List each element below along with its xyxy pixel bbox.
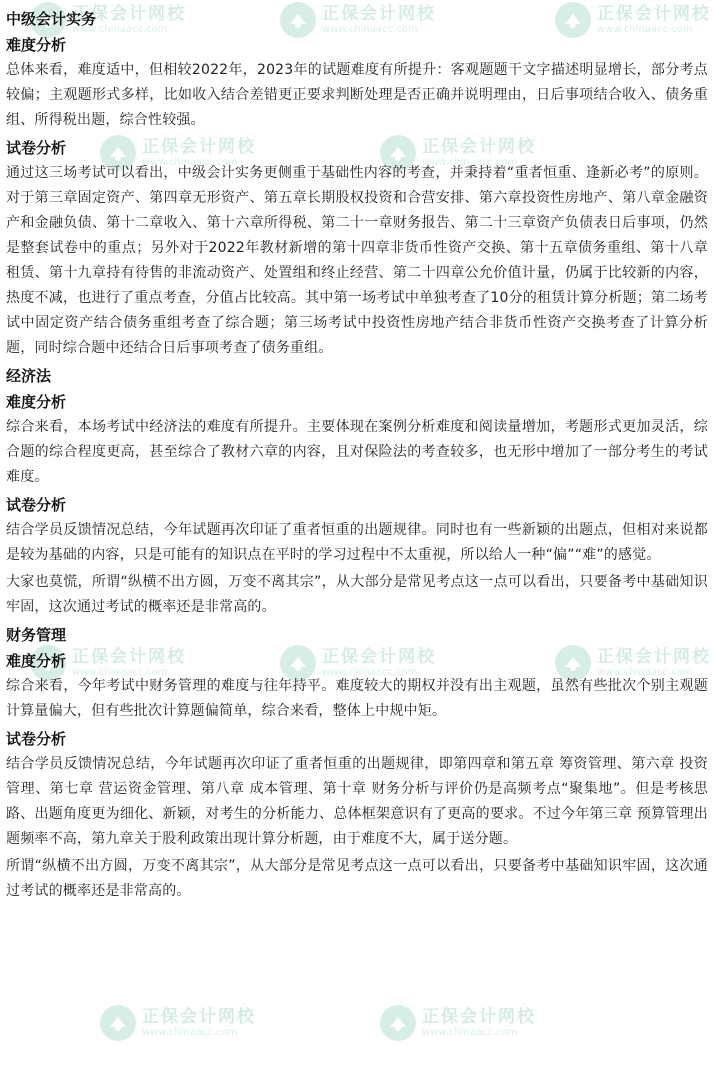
watermark-name: 正保会计网校: [142, 1007, 256, 1027]
paragraph: 结合学员反馈情况总结，今年试题再次印证了重者恒重的出题规律，即第四章和第五章 筹资管理、第六章 投资管理、第七章 营运资金管理、第八章 成本管理、第十章 财务分析与评价仍是高频考点“聚集地”。但是考核思路、出题角度更为细化、新颖，对考生的分析能力、总体框架意识有了更高的要求。不过今年第三章 预算管理出题频率不高，第九章关于股利政策出现计算分析题，由于难度不大，属于送分题。: [6, 756, 708, 847]
watermark-url: www.chinaacc.com: [142, 157, 238, 168]
watermark-url: www.chinaacc.com: [72, 24, 168, 35]
subheading-paper-analysis: 试卷分析: [6, 139, 67, 157]
watermark: [100, 1005, 256, 1041]
subheading-difficulty: 难度分析: [6, 36, 67, 54]
paragraph: 所谓“纵横不出方圆，万变不离其宗”，从大部分是常见考点这一点可以看出，只要备考中基础知识牢固，这次通过考试的概率还是非常高的。: [6, 858, 708, 899]
watermark-url: www.chinaacc.com: [597, 667, 693, 678]
subheading-difficulty: 难度分析: [6, 393, 67, 411]
watermark-name: 正保会计网校: [322, 4, 436, 24]
watermark-name: 正保会计网校: [422, 1007, 536, 1027]
watermark-name: 正保会计网校: [422, 137, 536, 157]
watermark-logo-icon: [100, 1005, 136, 1041]
paragraph: 综合来看，今年考试中财务管理的难度与往年持平。难度较大的期权并没有出主观题，虽然有些批次个别主观题计算量偏大，但有些批次计算题偏简单，综合来看，整体上中规中矩。: [6, 678, 708, 719]
watermark-name: 正保会计网校: [72, 647, 186, 667]
paragraph: 综合来看，本场考试中经济法的难度有所提升。主要体现在案例分析难度和阅读量增加，考题形式更加灵活，综合题的综合程度更高，甚至综合了教材六章的内容，且对保险法的考查较多，也无形中增加了一部分考生的考试难度。: [6, 419, 708, 485]
watermark-url: www.chinaacc.com: [72, 667, 168, 678]
watermark-url: www.chinaacc.com: [142, 1027, 238, 1038]
watermark-url: www.chinaacc.com: [597, 24, 693, 35]
watermark-name: 正保会计网校: [322, 647, 436, 667]
paragraph: 大家也莫慌，所谓“纵横不出方圆，万变不离其宗”，从大部分是常见考点这一点可以看出，只要备考中基础知识牢固，这次通过考试的概率还是非常高的。: [6, 574, 708, 615]
section-title-financial-management: 财务管理: [6, 626, 67, 644]
paragraph: 结合学员反馈情况总结，今年试题再次印证了重者恒重的出题规律。同时也有一些新颖的出题点，但相对来说都是较为基础的内容，只是可能有的知识点在平时的学习过程中不太重视，所以给人一种“偏”“难”的感觉。: [6, 522, 708, 563]
watermark-name: 正保会计网校: [597, 4, 711, 24]
watermark-url: www.chinaacc.com: [322, 24, 418, 35]
watermark-name: 正保会计网校: [597, 647, 711, 667]
subheading-difficulty: 难度分析: [6, 652, 67, 670]
watermark-url: www.chinaacc.com: [422, 1027, 518, 1038]
section-title-economic-law: 经济法: [6, 367, 52, 385]
subheading-paper-analysis: 试卷分析: [6, 730, 67, 748]
watermark-url: www.chinaacc.com: [322, 667, 418, 678]
section-title-accounting: 中级会计实务: [6, 10, 97, 28]
subheading-paper-analysis: 试卷分析: [6, 496, 67, 514]
paragraph: 通过这三场考试可以看出，中级会计实务更侧重于基础性内容的考查，并秉持着“重者恒重、逢新必考”的原则。对于第三章固定资产、第四章无形资产、第五章长期股权投资和合营安排、第六章投资性房地产、第八章金融资产和金融负债、第十二章收入、第十六章所得税、第二十一章财务报告、第二十三章资产负债表日后事项，仍然是整套试卷中的重点；另外对于2022年教材新增的第十四章非货币性资产交换、第十五章债务重组、第十八章租赁、第十九章持有待售的非流动资产、处置组和终止经营、第二十四章公允价值计量，仍属于比较新的内容，热度不减，也进行了重点考查，分值占比较高。其中第一场考试中单独考查了10分的租赁计算分析题；第二场考试中固定资产结合债务重组考查了综合题；第三场考试中投资性房地产结合非货币性资产交换考查了计算分析题，同时综合题中还结合日后事项考查了债务重组。: [6, 165, 708, 356]
watermark-name: 正保会计网校: [72, 4, 186, 24]
watermark-logo-icon: [380, 1005, 416, 1041]
paragraph: 总体来看，难度适中，但相较2022年，2023年的试题难度有所提升：客观题题干文字描述明显增长，部分考点较偏；主观题形式多样，比如收入结合差错更正要求判断处理是否正确并说明理由，日后事项结合收入、债务重组、所得税出题，综合性较强。: [6, 62, 708, 128]
watermark-url: www.chinaacc.com: [422, 157, 518, 168]
watermark-name: 正保会计网校: [142, 137, 256, 157]
watermark: [380, 1005, 536, 1041]
